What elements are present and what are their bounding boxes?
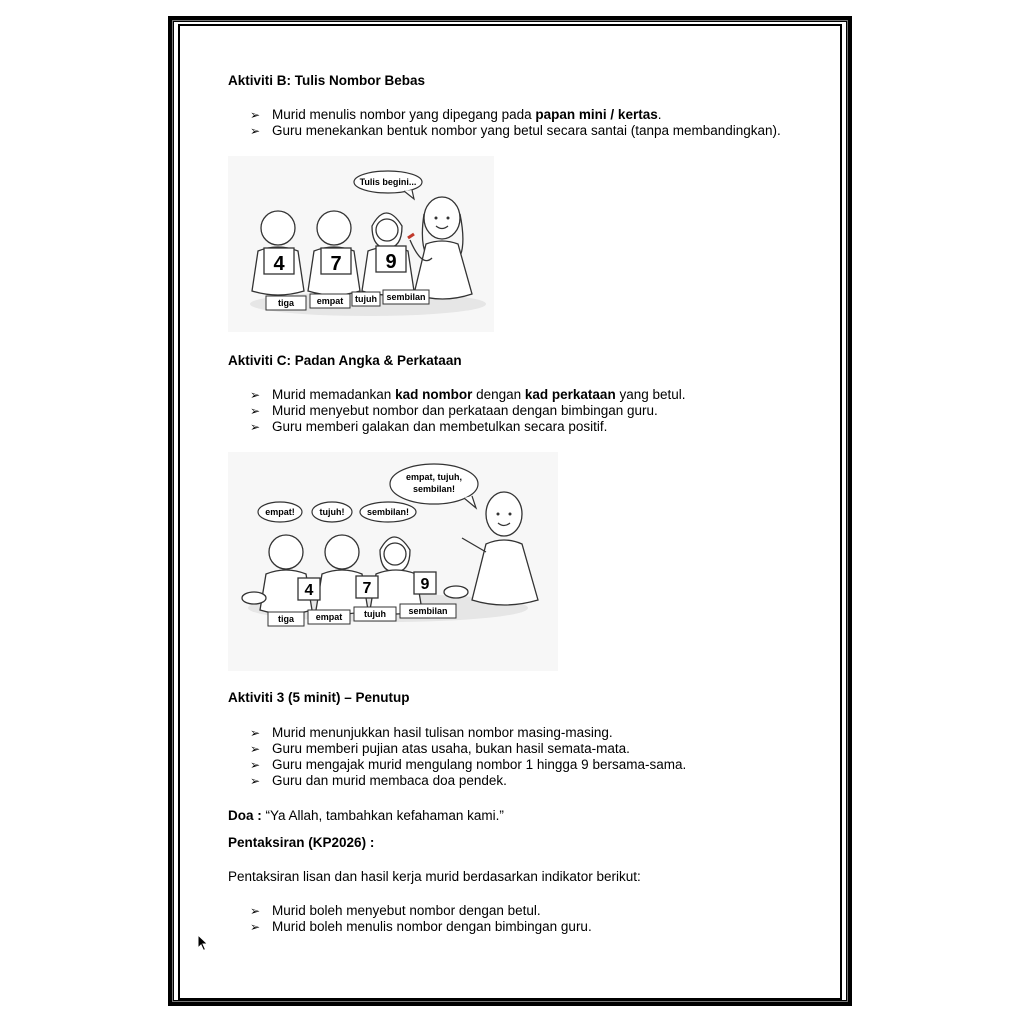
arrow-bullet-icon: ➢ — [250, 920, 261, 934]
assessment-title: Pentaksiran (KP2026) : — [228, 835, 375, 850]
arrow-bullet-icon: ➢ — [250, 388, 261, 402]
arrow-bullet-icon: ➢ — [250, 904, 261, 918]
list-item: ➢ Guru memberi pujian atas usaha, bukan hasil semata-mata. — [250, 741, 630, 756]
mouse-pointer-icon — [197, 934, 209, 957]
list-item: ➢ Murid memadankan kad nombor dengan kad perkataan yang betul. — [250, 387, 686, 402]
arrow-bullet-icon: ➢ — [250, 742, 261, 756]
word-card-3: tujuh — [355, 294, 377, 304]
word-card-4: sembilan — [408, 606, 448, 616]
board-number-3: 9 — [385, 251, 397, 273]
illustration-matching-cards-svg — [228, 452, 558, 671]
arrow-bullet-icon: ➢ — [250, 758, 261, 772]
word-card-3: tujuh — [364, 609, 386, 619]
list-item: ➢ Murid menyebut nombor dan perkataan dengan bimbingan guru. — [250, 403, 658, 418]
list-item: ➢ Murid boleh menyebut nombor dengan betul. — [250, 903, 541, 918]
arrow-bullet-icon: ➢ — [250, 774, 261, 788]
child-speech-3: sembilan! — [366, 507, 410, 517]
arrow-bullet-icon: ➢ — [250, 108, 261, 122]
list-item: ➢ Murid boleh menulis nombor dengan bimbingan guru. — [250, 919, 592, 934]
list-item: ➢ Guru memberi galakan dan membetulkan secara positif. — [250, 419, 608, 434]
activity-c-title: Aktiviti C: Padan Angka & Perkataan — [228, 353, 462, 368]
board-number-2: 7 — [330, 253, 342, 275]
teacher-speech-text: Tulis begini... — [359, 177, 417, 187]
word-card-1: tiga — [277, 298, 295, 308]
assessment-list — [250, 903, 592, 935]
list-item: ➢ Murid menunjukkan hasil tulisan nombor masing-masing. — [250, 725, 613, 740]
doa-text: “Ya Allah, tambahkan kefahaman kami.” — [261, 808, 504, 823]
word-card-2: empat — [316, 296, 344, 306]
list-item: ➢ Guru mengajak murid mengulang nombor 1 hingga 9 bersama-sama. — [250, 757, 687, 772]
teacher-speech-line-1: empat, tujuh, — [406, 472, 462, 482]
activity-b-title: Aktiviti B: Tulis Nombor Bebas — [228, 73, 426, 88]
arrow-bullet-icon: ➢ — [250, 726, 261, 740]
activity-b-list — [250, 107, 781, 139]
cube-number-1: 4 — [304, 582, 314, 599]
arrow-bullet-icon: ➢ — [250, 404, 261, 418]
child-speech-2: tujuh! — [319, 507, 345, 517]
word-card-2: empat — [315, 612, 343, 622]
word-card-4: sembilan — [386, 292, 426, 302]
doa-line — [228, 808, 504, 823]
list-item: ➢ Guru menekankan bentuk nombor yang betul secara santai (tanpa membandingkan). — [250, 123, 781, 138]
assessment-intro: Pentaksiran lisan dan hasil kerja murid berdasarkan indikator berikut: — [228, 869, 641, 884]
activity-3-list — [250, 725, 686, 789]
cube-number-2: 7 — [362, 580, 372, 597]
list-item: ➢ Guru dan murid membaca doa pendek. — [250, 773, 507, 788]
word-card-1: tiga — [277, 614, 295, 624]
illustration-matching-cards — [228, 452, 558, 671]
list-item: ➢ Murid menulis nombor yang dipegang pada papan mini / kertas. — [250, 107, 662, 122]
illustration-writing-numbers — [228, 156, 494, 332]
doa-label: Doa : — [228, 808, 262, 823]
board-number-1: 4 — [273, 253, 285, 275]
child-speech-1: empat! — [265, 507, 295, 517]
arrow-bullet-icon: ➢ — [250, 420, 261, 434]
cube-number-3: 9 — [420, 576, 430, 593]
illustration-writing-numbers-svg — [228, 156, 494, 332]
activity-3-title: Aktiviti 3 (5 minit) – Penutup — [228, 690, 410, 705]
activity-c-list — [250, 387, 686, 435]
arrow-bullet-icon: ➢ — [250, 124, 261, 138]
teacher-speech-line-2: sembilan! — [412, 484, 456, 494]
